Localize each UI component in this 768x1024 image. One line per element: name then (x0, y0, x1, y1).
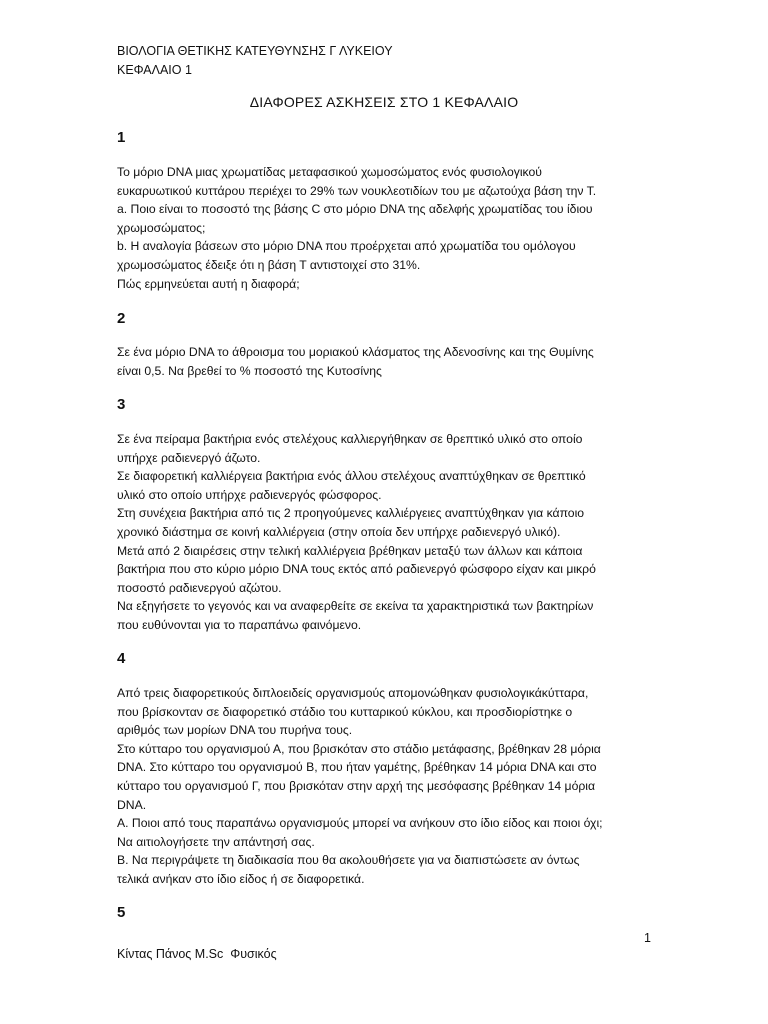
text-line: ευκαρυωτικού κυττάρου περιέχει το 29% των νουκλεοτιδίων του με αζωτούχα βάση την Τ. (117, 183, 597, 198)
exercise-text-2 (117, 343, 657, 380)
text-line: αριθμός των μορίων DNA του πυρήνα τους. (117, 723, 353, 738)
exercise-text-4 (117, 684, 657, 889)
text-line: Πώς ερμηνεύεται αυτή η διαφορά; (117, 276, 300, 291)
text-line: DNA. Στο κύτταρο του οργανισμού Β, που ήταν γαμέτης, βρέθηκαν 14 μόρια DNA και στο (117, 760, 597, 775)
text-line: υπήρχε ραδιενεργό άζωτο. (117, 450, 261, 465)
exercise-number-4: 4 (117, 650, 126, 667)
text-line: a. Ποιο είναι το ποσοστό της βάσης C στο μόριο DNA της αδελφής χρωματίδας του ίδιου (117, 202, 593, 217)
header-chapter: ΚΕΦΑΛΑΙΟ 1 (117, 63, 192, 77)
text-line: που βρίσκονταν σε διαφορετικό στάδιο του κυτταρικού κύκλου, και προσδιορίστηκε ο (117, 704, 573, 719)
text-line: είναι 0,5. Να βρεθεί το % ποσοστό της Κυτοσίνης (117, 363, 382, 378)
text-line: Στη συνέχεια βακτήρια από τις 2 προηγούμενες καλλιέργειες αναπτύχθηκαν για κάποιο (117, 506, 585, 521)
text-line: χρονικό διάστημα σε κοινή καλλιέργεια (στην οποία δεν υπήρχε ραδιενεργό υλικό). (117, 524, 561, 539)
text-line: A. Ποιοι από τους παραπάνω οργανισμούς μπορεί να ανήκουν στο ίδιο είδος και ποιοι όχι; (117, 816, 603, 831)
exercise-number-5: 5 (117, 904, 126, 921)
text-line: χρωμοσώματος; (117, 220, 206, 235)
exercise-text-3 (117, 430, 657, 635)
text-line: Να εξηγήσετε το γεγονός και να αναφερθείτε σε εκείνα τα χαρακτηριστικά των βακτηρίων (117, 599, 594, 614)
text-line: χρωμοσώματος έδειξε ότι η βάση Τ αντιστοιχεί στο 31%. (117, 257, 421, 272)
page-footer: Κίντας Πάνος M.Sc Φυσικός (117, 947, 277, 961)
exercise-text-1 (117, 163, 657, 293)
text-line: Στο κύτταρο του οργανισμού Α, που βρισκόταν στο στάδιο μετάφασης, βρέθηκαν 28 μόρια (117, 741, 601, 756)
text-line: b. Η αναλογία βάσεων στο μόριο DNA που προέρχεται από χρωματίδα του ομόλογου (117, 239, 576, 254)
text-line: που ευθύνονται για το παραπάνω φαινόμενο. (117, 617, 362, 632)
exercise-number-1: 1 (117, 129, 126, 146)
text-line: Το μόριο DNA μιας χρωματίδας μεταφασικού χωμοσώματος ενός φυσιολογικού (117, 165, 542, 179)
page-number: 1 (644, 931, 651, 945)
exercise-number-2: 2 (117, 310, 126, 327)
header-subject: ΒΙΟΛΟΓΙΑ ΘΕΤΙΚΗΣ ΚΑΤΕΥΘΥΝΣΗΣ Γ ΛΥΚΕΙΟΥ (117, 44, 393, 58)
text-line: Σε διαφορετική καλλιέργεια βακτήρια ενός άλλου στελέχους αναπτύχθηκαν σε θρεπτικό (117, 469, 586, 484)
text-line: Μετά από 2 διαιρέσεις στην τελική καλλιέργεια βρέθηκαν μεταξύ των άλλων και κάποια (117, 543, 583, 558)
document-title: ΔΙΑΦΟΡΕΣ ΑΣΚΗΣΕΙΣ ΣΤΟ 1 ΚΕΦΑΛΑΙΟ (249, 94, 519, 110)
text-line: ποσοστό ραδιενεργού αζώτου. (117, 580, 282, 595)
text-line: Να αιτιολογήσετε την απάντησή σας. (117, 834, 315, 849)
text-line: υλικό στο οποίο υπήρχε ραδιενεργός φώσφορος. (117, 487, 382, 502)
text-line: κύτταρο του οργανισμού Γ, που βρισκόταν στην αρχή της μεσόφασης βρέθηκαν 14 μόρια (117, 778, 596, 793)
text-line: βακτήρια που στο κύριο μόριο DNA τους εκτός από ραδιενεργό φώσφορο είχαν και μικρό (117, 562, 596, 577)
text-line: B. Να περιγράψετε τη διαδικασία που θα ακολουθήσετε για να διαπιστώσετε αν όντως (117, 853, 580, 868)
text-line: τελικά ανήκαν στο ίδιο είδος ή σε διαφορετικά. (117, 871, 365, 886)
page-header (117, 42, 393, 80)
text-line: Σε ένα μόριο DNA το άθροισμα του μοριακού κλάσματος της Αδενοσίνης και της Θυμίνης (117, 345, 594, 359)
text-line: Από τρεις διαφορετικούς διπλοειδείς οργανισμούς απομονώθηκαν φυσιολογικάκύτταρα, (117, 686, 589, 700)
exercise-number-3: 3 (117, 396, 126, 413)
text-line: Σε ένα πείραμα βακτήρια ενός στελέχους καλλιεργήθηκαν σε θρεπτικό υλικό στο οποίο (117, 432, 583, 446)
text-line: DNA. (117, 797, 147, 812)
